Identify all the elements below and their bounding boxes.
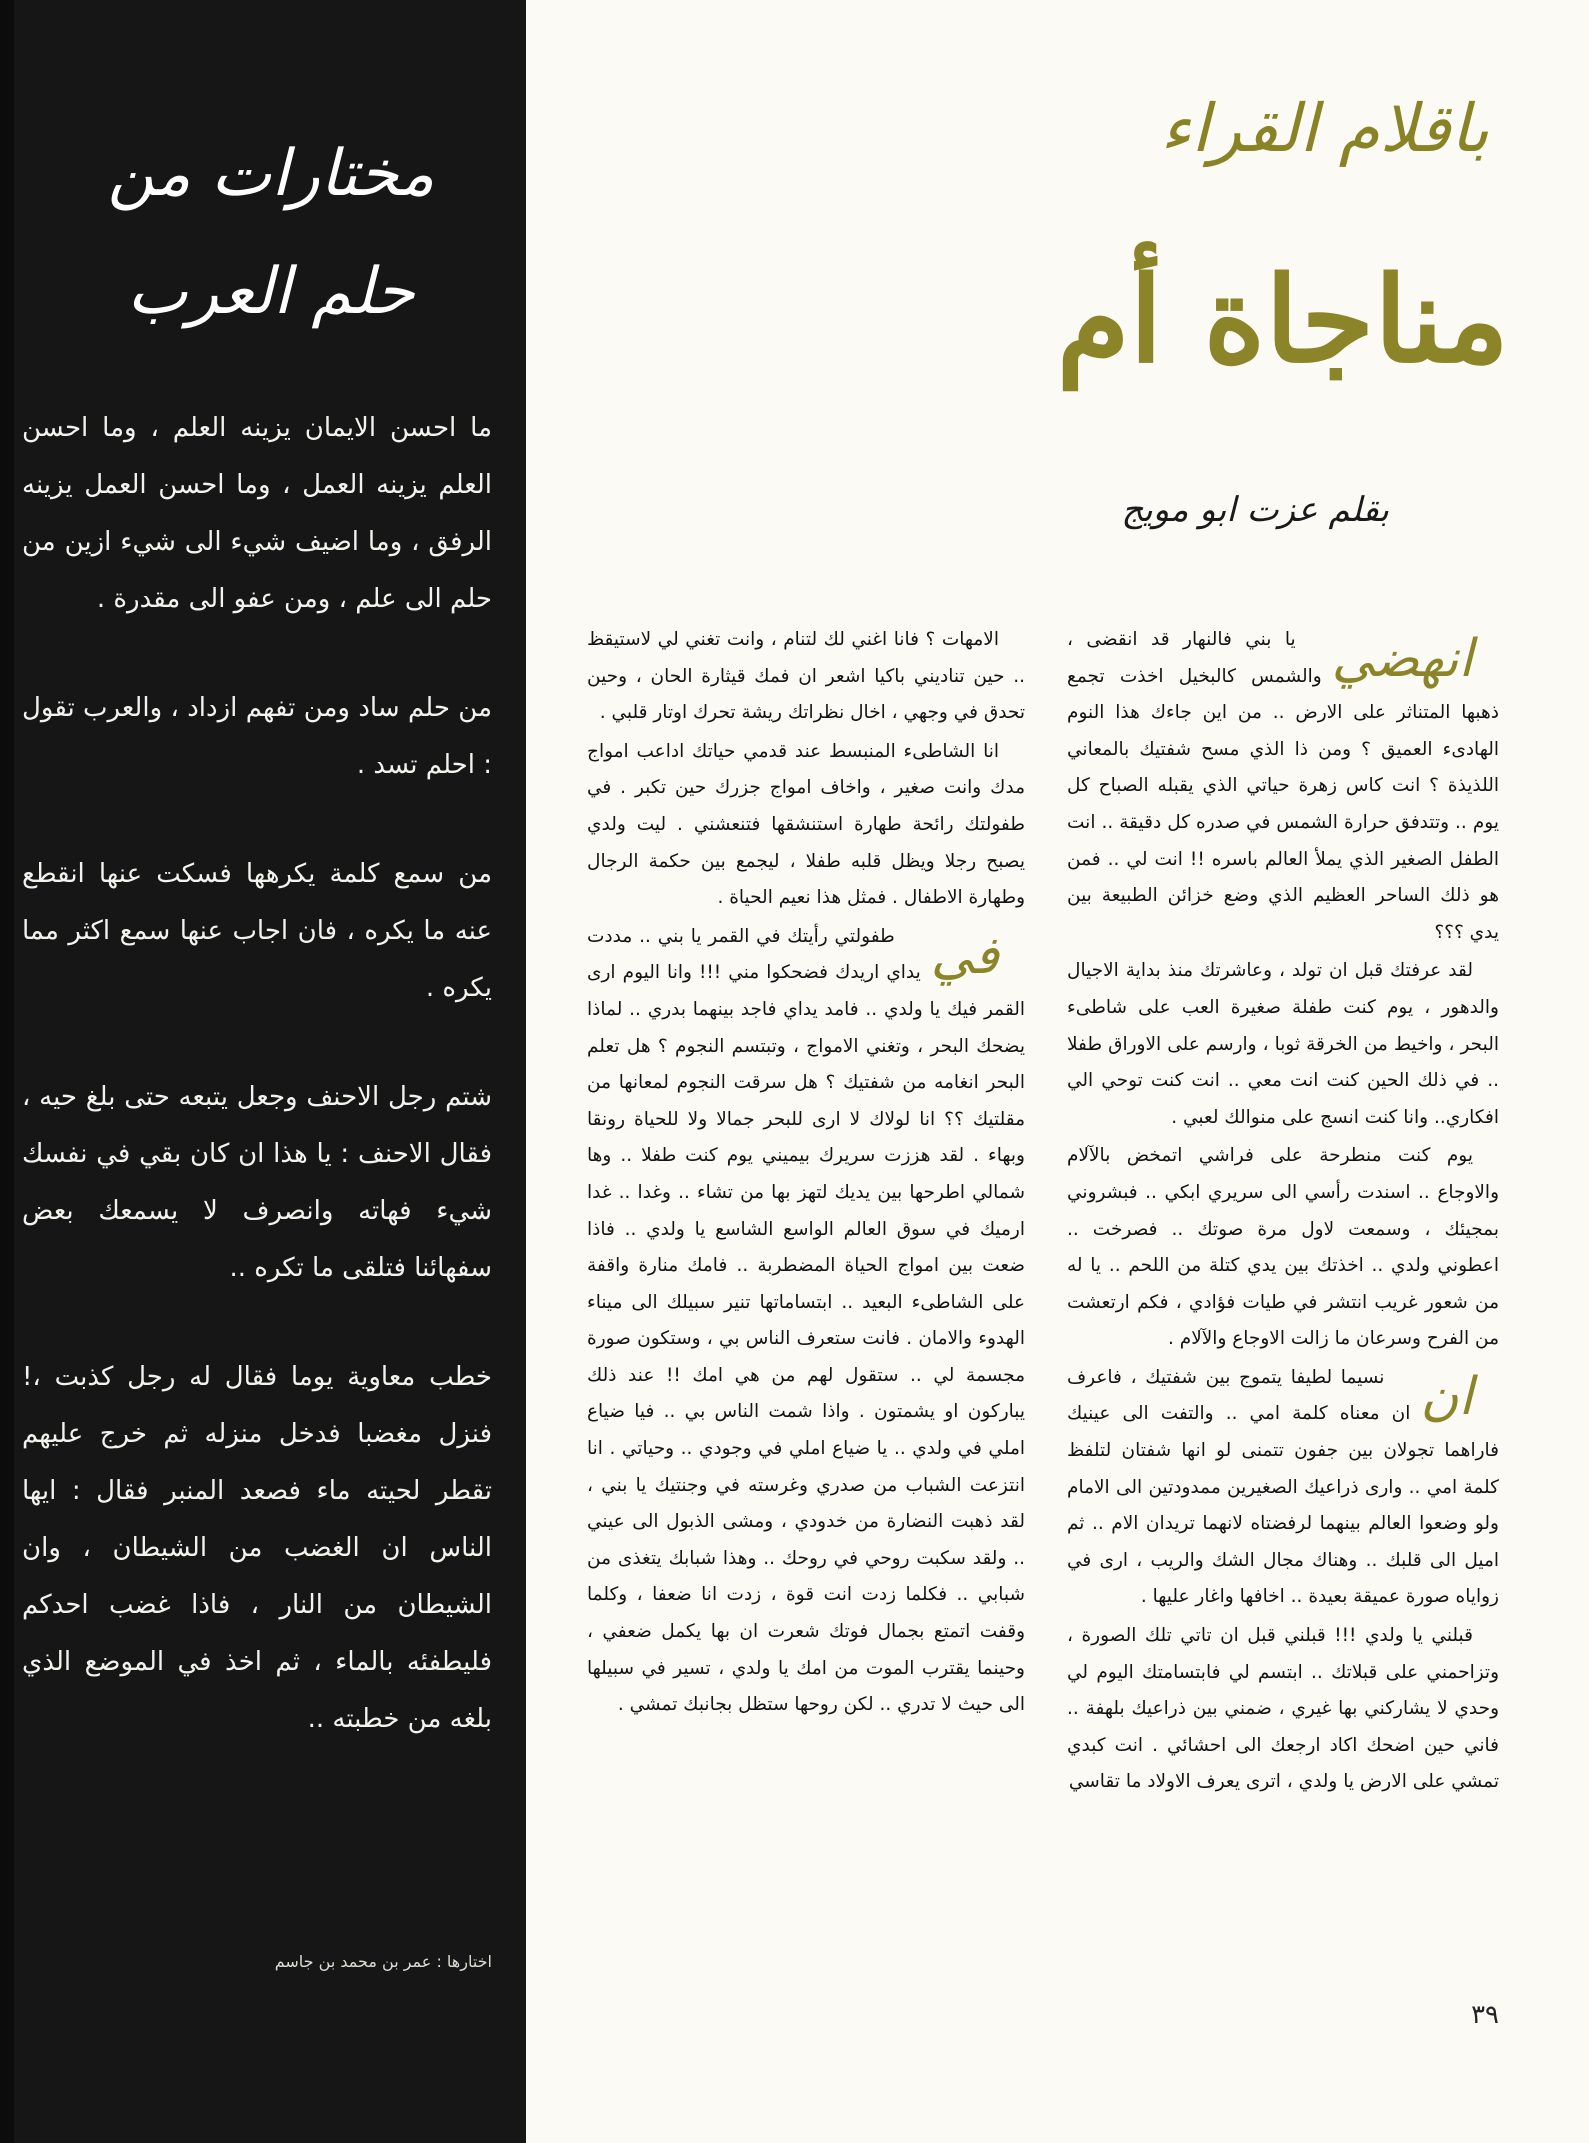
article-page xyxy=(526,0,1589,2143)
dropcap-word: انهضي xyxy=(1331,629,1473,689)
sidebar-panel xyxy=(14,0,526,2143)
paragraph-text: نسيما لطيفا يتموج بين شفتيك ، فاعرف ان معناه كلمة امي .. والتفت الى عينيك فاراهما تجولان بين جفون تتمنى لو انها شفتان لتلفظ كلمة امي .. وارى ذراعيك الصغيرين ممدودتين الى الامام ولو وضعوا العالم بينهما لرفضتاه لانهما تريدان الام .. ثم اميل الى قلبك .. وهناك مجال الشك والريب ، ارى في زواياه صورة عميقة بعيدة .. اخافها واغار عليها . xyxy=(1067,1366,1499,1608)
section-title: باقلام القراء xyxy=(1160,90,1489,167)
article-paragraph xyxy=(587,919,1025,1724)
article-paragraph xyxy=(587,622,1025,732)
saying-item: من سمع كلمة يكرهها فسكت عنها انقطع عنه ما يكره ، فان اجاب عنها سمع اكثر مما يكره . xyxy=(22,859,492,1003)
saying-item: خطب معاوية يوما فقال له رجل كذبت ،! فنزل مغضبا فدخل منزله ثم خرج عليهم تقطر لحيته ماء فصعد المنبر فقال : ايها الناس ان الغضب من الشيطان ، وان الشيطان من النار ، فاذا غضب احدكم فليطفئه بالماء ، ثم اخذ في الموضع الذي بلغه من خطبته .. xyxy=(22,1362,492,1734)
scan-edge xyxy=(0,0,14,2143)
paragraph-text: لقد عرفتك قبل ان تولد ، وعاشرتك منذ بداية الاجيال والدهور ، يوم كنت طفلة صغيرة العب على شاطىء البحر ، واخيط من الخرقة ثوبا ، وارسم على الاوراق طفلا .. في ذلك الحين كنت انت معي .. انت كنت توحي الي افكاري.. وانا كنت انسج على منوالك لعبي . xyxy=(1067,960,1499,1128)
paragraph-text: الامهات ؟ فانا اغني لك لتنام ، وانت تغني لي لاستيقظ .. حين تناديني باكيا اشعر ان فمك قيثارة الحان ، وحين تحدق في وجهي ، اخال نظراتك ريشة تحرك اوتار قلبي . xyxy=(587,629,1025,724)
article-byline: بقلم عزت ابو مويج xyxy=(1121,490,1389,530)
article-column-left xyxy=(587,622,1025,1724)
paragraph-text: انا الشاطىء المنبسط عند قدمي حياتك اداعب امواج مدك وانت صغير ، واخاف امواج جزرك حين تكبر . في طفولتك رائحة طهارة استنشقها فتنعشني . ليت ولدي يصبح رجلا ويظل قلبه طفلا ، ليجمع بين حكمة الرجال وطهارة الاطفال . فمثل هذا نعيم الحياة . xyxy=(587,740,1025,909)
saying-item: شتم رجل الاحنف وجعل يتبعه حتى بلغ حيه ، فقال الاحنف : يا هذا ان كان بقي في نفسك شيء فهاته وانصرف لا يسمعك بعض سفهائنا فتلقى ما تكره .. xyxy=(22,1082,492,1283)
article-paragraph xyxy=(1067,1138,1499,1358)
paragraph-text: يوم كنت منطرحة على فراشي اتمخض بالآلام والاوجاع .. اسندت رأسي الى سريري ابكي .. فبشروني بمجيئك ، وسمعت لاول مرة صوتك .. فصرخت .. اعطوني ولدي .. اخذتك بين يدي كتلة من اللحم .. يا له من شعور غريب انتشر في طيات فؤادي ، فكم ارتعشت من الفرح وسرعان ما زالت الاوجاع والآلام . xyxy=(1067,1145,1499,1350)
dropcap-word: في xyxy=(930,925,999,986)
sidebar-credit: اختارها : عمر بن محمد بن جاسم xyxy=(274,1952,492,1971)
article-paragraph xyxy=(1067,953,1499,1136)
sayings-list xyxy=(22,400,492,1800)
paragraph-text: قبلني يا ولدي !!! قبلني قبل ان تاتي تلك الصورة ، وتزاحمني على قبلاتك .. ابتسم لي فابتسامتك اليوم لي وحدي لا يشاركني بها غيري ، ضمني بين ذراعيك بلهفة .. فاني حين اضحك اكاد ارجعك الى احشائي . انت كبدي تمشي على الارض يا ولدي ، اترى يعرف الاولاد ما تقاسي xyxy=(1067,1625,1499,1793)
article-paragraph xyxy=(1067,1618,1499,1801)
dropcap-word: ان xyxy=(1420,1366,1473,1427)
article-title: مناجاة أم xyxy=(1056,250,1509,389)
paragraph-text: طفولتي رأيتك في القمر يا بني .. مددت يداي اريدك فضحكوا مني !!! وانا اليوم ارى القمر فيك يا ولدي .. فامد يداي فاجد بينهما بدري .. لماذا يضحك البحر ، وتغني الامواج ، وتبتسم النجوم ؟ هل تعلم البحر انغامه من شفتيك ؟ هل سرقت النجوم لمعانها من مقلتيك ؟؟ انا لولاك لا ارى للبحر جمالا ولا للحياة رونقا وبهاء . لقد هززت سريرك بيميني يوم كنت طفلا .. وها شمالي اطرحها بين يديك لتهز بها من تشاء .. وغدا .. غدا ارميك في سوق العالم الواسع الشاسع يا ولدي .. فاذا ضعت بين امواج الحياة المضطربة .. فامك منارة واقفة على الشاطىء البعيد .. ابتساماتها تنير سبيلك الى ميناء الهدوء والامان . فانت ستعرف الناس بي ، وستكون صورة مجسمة لي .. ستقول لهم من هي امك !! عند ذلك يباركون او يشمتون . واذا شمت الناس بي .. فيا ضياع املي في ولدي .. يا ضياع املي في وجودي .. وحياتي . انا انتزعت الشباب من صدري وغرسته في وجنتيك يا بني ، لقد ذهبت النضارة من خدودي ، ومشى الذبول الى عيني .. ولقد سكبت روحي في روحك .. وهذا شبابك يتغذى من شبابي .. فكلما زدت انت قوة ، زدت انا ضعفا ، وكلما وقفت اتمتع بجمال فوتك شعرت ان بها يكمل ضعفي ، وحينما يقترب الموت من امك يا ولدي ، تسير في سبيلها الى حيث لا تدري .. لكن روحها ستظل بجانبك تمشي . xyxy=(587,925,1025,1716)
sidebar-title-line2: حلم العرب xyxy=(127,255,415,329)
page-number: ٣٩ xyxy=(1471,2000,1499,2030)
sidebar-title xyxy=(56,115,486,351)
saying-item: ما احسن الايمان يزينه العلم ، وما احسن العلم يزينه العمل ، وما احسن العمل يزينه الرفق ، وما اضيف شيء الى شيء ازين من حلم الى علم ، ومن عفو الى مقدرة . xyxy=(22,413,492,614)
paragraph-text: يا بني فالنهار قد انقضى ، والشمس كالبخيل اخذت تجمع ذهبها المتناثر على الارض .. من اين جاءك هذا النوم الهادىء العميق ؟ ومن ذا الذي مسح شفتيك بالمعاني اللذيذة ؟ انت كاس زهرة حياتي الذي يقبله الصباح كل يوم .. وتتدفق حرارة الشمس في صدره كل دقيقة .. انت الطفل الصغير الذي يملأ العالم باسره !! انت لي .. فمن هو ذلك الساحر العظيم الذي وضع خزائن الطبيعة بين يدي ؟؟؟ xyxy=(1067,629,1499,943)
article-paragraph xyxy=(1067,622,1499,951)
sidebar-title-line1: مختارات من xyxy=(107,137,435,211)
article-paragraph xyxy=(587,734,1025,917)
article-paragraph xyxy=(1067,1360,1499,1616)
article-column-right xyxy=(1067,622,1499,1801)
saying-item: من حلم ساد ومن تفهم ازداد ، والعرب تقول : احلم تسد . xyxy=(22,693,492,780)
